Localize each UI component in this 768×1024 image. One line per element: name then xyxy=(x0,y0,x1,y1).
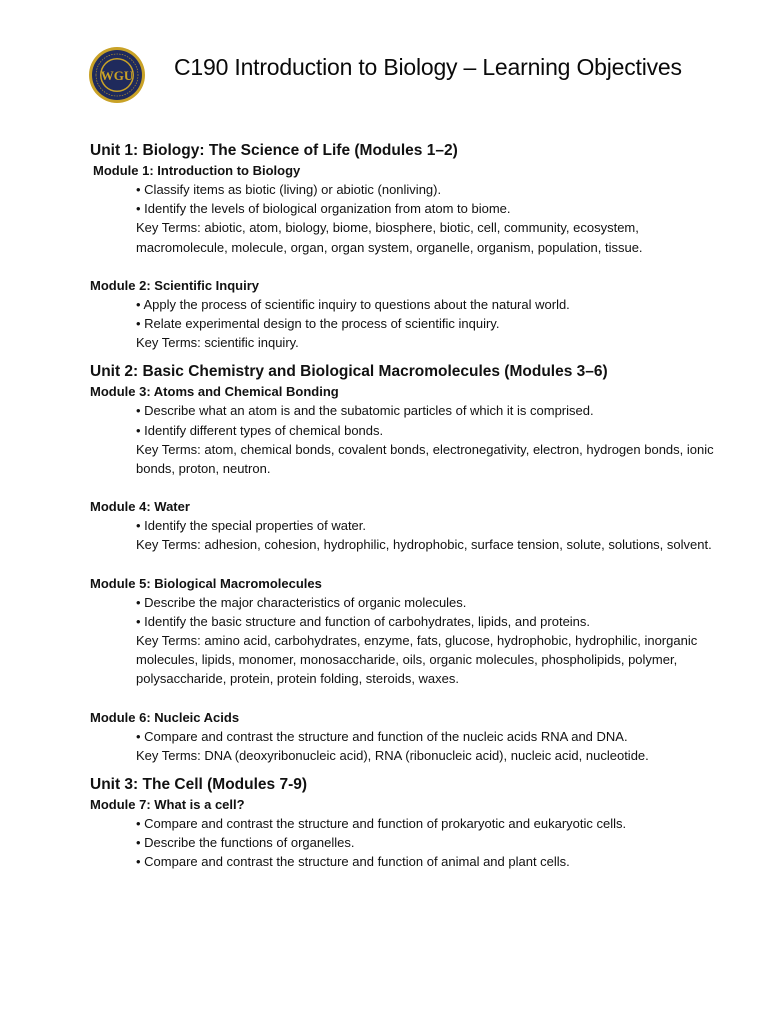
key-terms: Key Terms: scientific inquiry. xyxy=(136,335,299,351)
objective-item: • Relate experimental design to the process of scientific inquiry. xyxy=(136,316,500,332)
unit-heading: Unit 3: The Cell (Modules 7-9) xyxy=(90,776,308,794)
objective-item: • Apply the process of scientific inquiry to questions about the natural world. xyxy=(136,296,570,312)
logo-text: WGU xyxy=(100,68,134,83)
objective-item: • Describe the functions of organelles. xyxy=(136,835,355,851)
objective-item: • Identify different types of chemical bonds. xyxy=(136,422,384,438)
objective-item: • Describe what an atom is and the subatomic particles of which it is comprised. xyxy=(136,403,594,419)
module-heading: Module 6: Nucleic Acids xyxy=(90,709,240,725)
objective-item: • Identify the special properties of water. xyxy=(136,518,367,534)
key-terms: Key Terms: atom, chemical bonds, covalent bonds, electronegativity, electron, hydrogen bonds, ionic bonds, proton, neutron. xyxy=(136,441,714,477)
objective-item: • Identify the levels of biological organization from atom to biome. xyxy=(136,201,511,217)
key-terms: Key Terms: amino acid, carbohydrates, enzyme, fats, glucose, hydrophobic, hydrophilic, inorganic molecules, lipids, monomer, monosaccharide, oils, organic molecules, phospholipids, polymer, polysaccharide, protein, protein folding, steroids, waxes. xyxy=(136,633,698,687)
module-heading: Module 3: Atoms and Chemical Bonding xyxy=(90,384,339,400)
module-heading: Module 4: Water xyxy=(90,499,190,515)
objectives-content xyxy=(90,141,730,872)
key-terms: Key Terms: adhesion, cohesion, hydrophilic, hydrophobic, surface tension, solute, solutions, solvent. xyxy=(136,537,712,553)
objective-item: • Compare and contrast the structure and function of the nucleic acids RNA and DNA. xyxy=(136,728,628,744)
objective-item: • Describe the major characteristics of organic molecules. xyxy=(136,594,467,610)
module-heading: Module 1: Introduction to Biology xyxy=(93,163,301,178)
module-heading: Module 5: Biological Macromolecules xyxy=(90,575,322,591)
page-title: C190 Introduction to Biology – Learning Objectives xyxy=(174,54,682,80)
objective-item: • Compare and contrast the structure and function of prokaryotic and eukaryotic cells. xyxy=(136,816,627,832)
module-heading: Module 7: What is a cell? xyxy=(90,797,245,813)
unit-heading: Unit 1: Biology: The Science of Life (Modules 1–2) xyxy=(90,142,458,159)
module-heading: Module 2: Scientific Inquiry xyxy=(90,277,260,293)
logo xyxy=(88,46,146,104)
objective-item: • Classify items as biotic (living) or abiotic (nonliving). xyxy=(136,182,442,197)
objective-item: • Compare and contrast the structure and function of animal and plant cells. xyxy=(136,854,570,870)
key-terms: Key Terms: DNA (deoxyribonucleic acid), RNA (ribonucleic acid), nucleic acid, nucleotide. xyxy=(136,747,649,763)
objective-item: • Identify the basic structure and function of carbohydrates, lipids, and proteins. xyxy=(136,613,591,629)
wgu-seal-icon xyxy=(88,46,146,104)
unit-heading: Unit 2: Basic Chemistry and Biological Macromolecules (Modules 3–6) xyxy=(90,363,608,381)
key-terms: Key Terms: abiotic, atom, biology, biome, biosphere, biotic, cell, community, ecosystem, macromolecule, molecule, organ, organ system, organelle, organism, population, tissue. xyxy=(136,220,643,255)
